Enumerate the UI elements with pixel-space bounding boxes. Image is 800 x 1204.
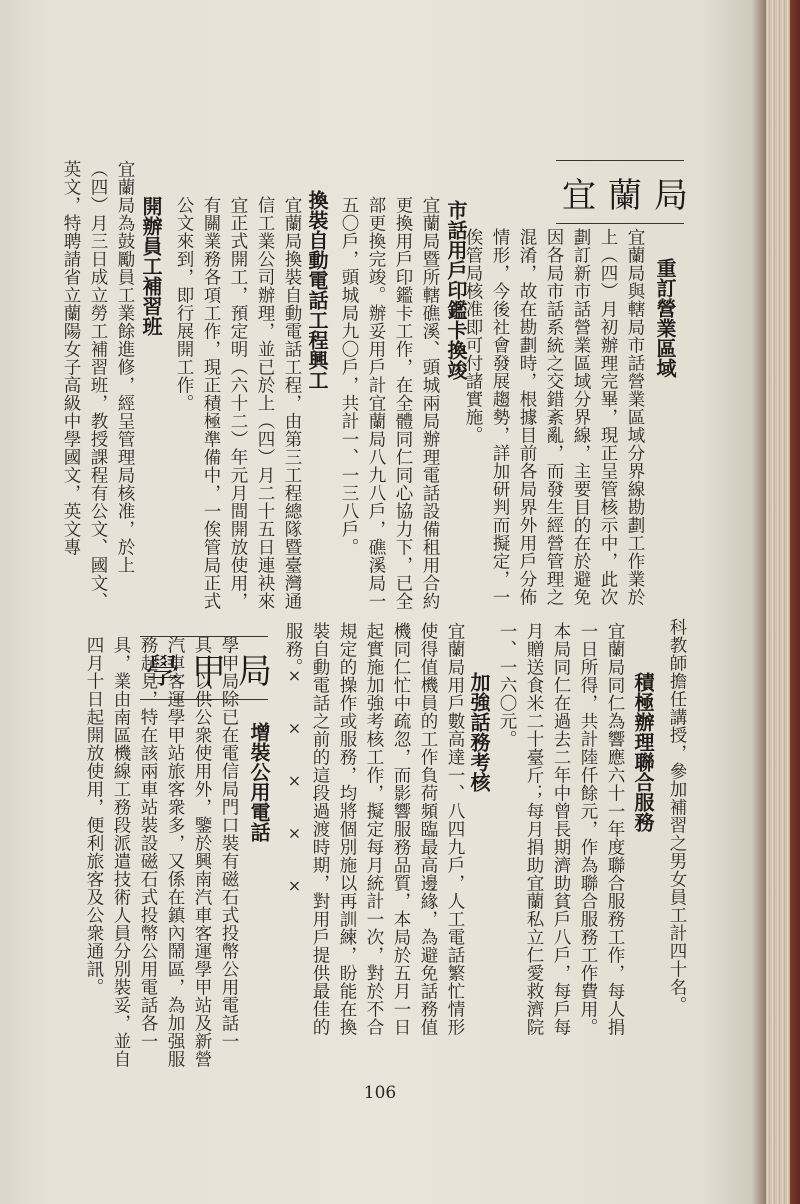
book-binding [790,0,800,1204]
auto-phone-body: 宜蘭局換裝自動電話工程，由第三工程總隊暨臺灣通信工業公司辦理，並已於上（四）月二十五日連袂來宜正式開工，預定明（六十二）年元月間開放使用，有關業務各項工作，現正積極準備中，一俟管局正式公文來到，即行展開工作。 [174,196,302,610]
page-number: 106 [363,1083,397,1103]
training-title: 開辦員工補習班 [139,196,163,336]
public-phone-body: 學甲局除已在電信局門口裝有磁石式投幣公用電話一具，以供公衆使用外，鑒於興南汽車客運學甲站及新營汽車客運學甲站旅客衆多，又係在鎮內鬧區，為加强服務起見，特在該兩車站裝設磁石式投幣公用電話各一具，業由南區機線工務段派遣技術人員分別裝妥，並自四月十日起開放使用，便利旅客及公衆通訊。 [84,636,239,1068]
business-area-title: 重訂營業區域 [653,258,677,378]
business-area-body: 宜蘭局與轄局市話營業區域分界線勘劃工作業於上（四）月初辦理完畢，現正呈管核示中，此次劃訂新市話營業區域分界線，主要目的在於避免因各局市話系統之交錯紊亂，而發生經營管理之混淆，故在勘劃時，根據目前各局界外用戶分佈情形，今後社會發展趨勢，詳加研判而擬定，一俟管局核准即可付諸實施。 [463,228,645,606]
public-phone-title: 增裝公用電話 [247,722,271,842]
assessment-title: 加強話務考核 [467,672,491,792]
training-body: 宜蘭局為鼓勵員工業餘進修，經呈管理局核准，於上（四）月三日成立勞工補習班，教授課程有公文、國文、英文，特聘請省立蘭陽女子高級中學國文，英文專 [61,160,135,610]
auto-phone-title: 換裝自動電話工程興工 [305,190,329,390]
assessment-body: 宜蘭局用戶數高達一、八四九戶，人工電話繁忙情形使得值機員的工作負荷頻臨最高邊緣，為避免話務值機同仁忙中疏忽，而影響服務品質，本局於五月一日起實施加強考核工作，擬定每月統計一次，對於不合規定的操作或服務，均將個別施以再訓練，盼能在換裝自動電話之前的這段過渡時期，對用戶提供最佳的服務。 [283,622,465,1036]
xuejia-header: 學甲局 [146,652,284,692]
yilan-header: 宜蘭局 [562,176,700,216]
joint-service-body: 宜蘭局同仁為響應六十一年度聯合服務工作，每人捐一日所得，共計陸仟餘元，作為聯合服務工作費用。本局同仁在過去二年中曾長期濟助貧戶八戶，每戶每月贈送食米二十臺斤；每月捐助宜蘭私立仁愛救濟院一、一六〇元。 [497,622,625,1036]
joint-service-title: 積極辦理聯合服務 [631,672,655,832]
training-continued: 科教師擔任講授，參加補習之男女員工計四十名。 [667,618,687,1014]
card-change-title: 市話用戶印鑑卡換竣 [444,200,468,380]
section-separator: × × × × × [285,666,304,896]
card-change-body: 宜蘭局暨所轄礁溪、頭城兩局辦理電話設備租用合約更換用戶印鑑卡工作，在全體同仁同心協力下，已全部更換完竣。辦妥用戶計宜蘭局八九八戶，礁溪局一五〇戶，頭城局九〇戶，共計一、一三八戶。 [339,196,440,610]
